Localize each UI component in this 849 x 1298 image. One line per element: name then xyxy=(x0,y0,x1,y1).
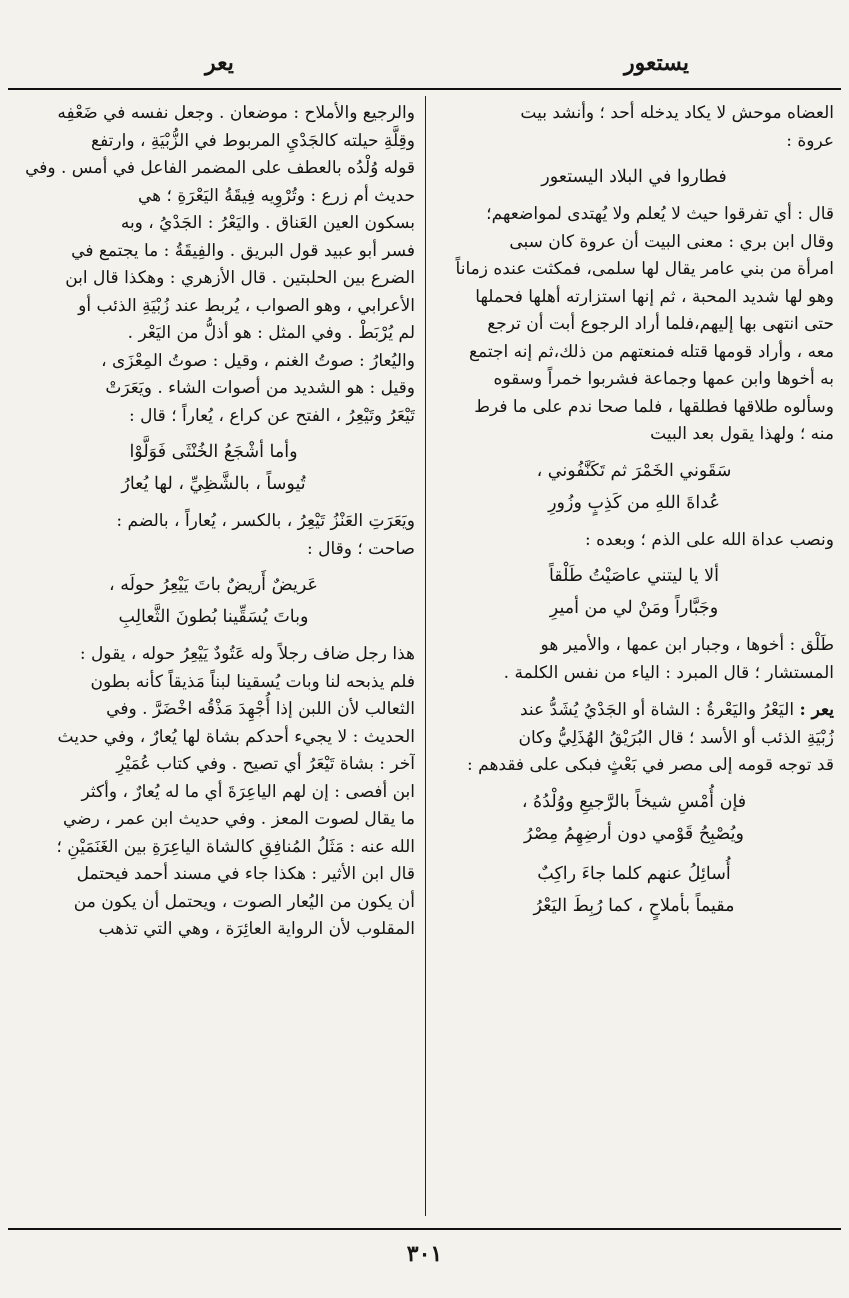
verse: عَريضٌ أَريضٌ باتَ يَيْعِرُ حولَه ، وباتَ يُسَقِّينا بُطونَ الثَّعالِبِ xyxy=(109,575,318,627)
page-number: ٣٠١ xyxy=(406,1241,443,1267)
running-head-right: يستعور xyxy=(624,50,689,76)
entry-headword: يعر : xyxy=(799,700,834,720)
header-rule xyxy=(8,88,841,90)
paragraph: العضاه موحش لا يكاد يدخله أحد ؛ وأنشد بيت عروة : xyxy=(520,103,834,151)
paragraph: هذا رجل ضاف رجلاً وله عَتُودٌ يَيْعِرُ حوله ، يقول : فلم يذبحه لنا وبات يُسقينا لبناً مَذيقاً كأنه بطون الثعالب لأن اللبن إذا أُجْهِدَ مَذْقُه اخْضَرَّ . وفي الحديث : لا يجيء أحدكم بشاة لها يُعارٌ ، وفي حديث آخر : بشاة تَيْعَرُ أي تصيح . وفي كتاب عُمَيْرِ ابن أفصى : إن لهم الياعِرَةَ أي ما له يُعارٌ ، وأكثر ما يقال لصوت المعز . وفي حديث ابن عمر ، رضي الله عنه : مَثَلُ المُنافِقِ كالشاة الياعِرَةِ بين الغَنَمَيْنِ ؛ قال ابن الأثير : هكذا جاء في مسند أحمد فيحتمل أن يكون من اليُعار الصوت ، ويحتمل أن يكون من المقلوب لأن الرواية العائِرَة ، وهي التي تذهب xyxy=(56,644,415,939)
verse: فطاروا في البلاد اليستعور xyxy=(541,167,727,187)
verse: ألا يا ليتني عاصَيْتُ طَلْقاً وجَبَّاراً ومَنْ لي من أميرِ xyxy=(548,566,720,618)
entry-text: اليَعْرُ واليَعْرةُ : الشاة أو الجَدْيُ يُشَدُّ عند زُبْيَةِ الذئب أو الأسد ؛ قال البُرَيْقُ الهُذَلِيُّ وكان قد توجه قومه إلى مصر في بَعْثٍ فبكى على فقدهم : xyxy=(467,700,834,775)
verse: أُسائِلُ عنهم كلما جاءَ راكِبٌ مقيماً بأملاحٍ ، كما رُبِطَ اليَعْرُ xyxy=(533,863,735,916)
verse: سَقَوني الخَمْرَ ثم تَكَنَّفُوني ، عُداةَ اللهِ من كَذِبٍ وزُورِ xyxy=(536,460,732,513)
paragraph: طَلْق : أخوها ، وجبار ابن عمها ، والأمير هو المستشار ؛ قال المبرد : الياء من نفس الكلمة . xyxy=(503,635,834,683)
paragraph: ونصب عداة الله على الذم ؛ وبعده : xyxy=(585,529,834,550)
paragraph: ويَعَرَتِ العَنْزُ تَيْعِرُ ، بالكسر ، يُعاراً ، بالضم : صاحت ؛ وقال : xyxy=(116,511,415,559)
column-divider xyxy=(425,96,426,1216)
running-head-left: يعر xyxy=(205,50,234,76)
verse: فإن أُمْسِ شيخاً بالرَّجيعِ ووُلْدُهُ ، ويُصْبِحُ قَوْمي دون أرضِهِمُ مِصْرُ xyxy=(521,791,747,844)
entry-paragraph xyxy=(434,697,834,780)
right-column xyxy=(434,100,834,1220)
paragraph: قال : أي تفرقوا حيث لا يُعلم ولا يُهتدى لمواضعهم؛ وقال ابن بري : معنى البيت أن عروة كان سبى امرأة من بني عامر يقال لها سلمى، فمكثت عنده زماناً وهو لها شديد المحبة ، ثم إنها استزارته أهلها فحملها حتى انتهى بها إليهم،فلما أراد الرجوع أبت أن ترجع معه ، وأراد قومها قتله فمنعتهم من ذلك،ثم إنه اجتمع به أخوها وابن عمها وجماعة فشربوا خمراً وسقوه وسألوه طلاقها فطلقها ، فلما صحا ندم على ما فرط منه ؛ ولهذا يقول بعد البيت xyxy=(455,204,834,444)
left-column xyxy=(12,100,415,1220)
footer-rule xyxy=(8,1228,841,1230)
paragraph: والرجيع والأملاح : موضعان . وجعل نفسه في ضَعْفِه وقِلَّةِ حيلته كالجَدْيِ المربوط في الزُّبْيَةِ ، وارتفع قوله وُلْدُه بالعطف على المضمر الفاعل في أمس . وفي حديث أم زرع : وتُرْوِيه فِيقَةُ اليَعْرَةِ ؛ هي بسكون العين العَناق . واليَعْرُ : الجَدْيُ ، وبه فسر أبو عبيد قول البريق . والفِيقَةُ : ما يجتمع في الضرع بين الحلبتين . قال الأزهري : وهكذا قال ابن الأعرابي ، وهو الصواب ، يُربط عند زُبْيَةِ الذئب أو لم يُرْبَطْ . وفي المثل : هو أذلُّ من اليَعْر . واليُعارُ : صوتُ الغنم ، وقيل : صوتُ المِعْزَى ، وقيل : هو الشديد من أصوات الشاء . ويَعَرَتْ تَيْعَرُ وتَيْعِرُ ، الفتح عن كراع ، يُعاراً ؛ قال : xyxy=(25,103,415,426)
verse: وأما أشْجَعُ الخُنْثَى فَوَلَّوْا تُيوساً ، بالشَّظِيِّ ، لها يُعارُ xyxy=(121,442,306,494)
